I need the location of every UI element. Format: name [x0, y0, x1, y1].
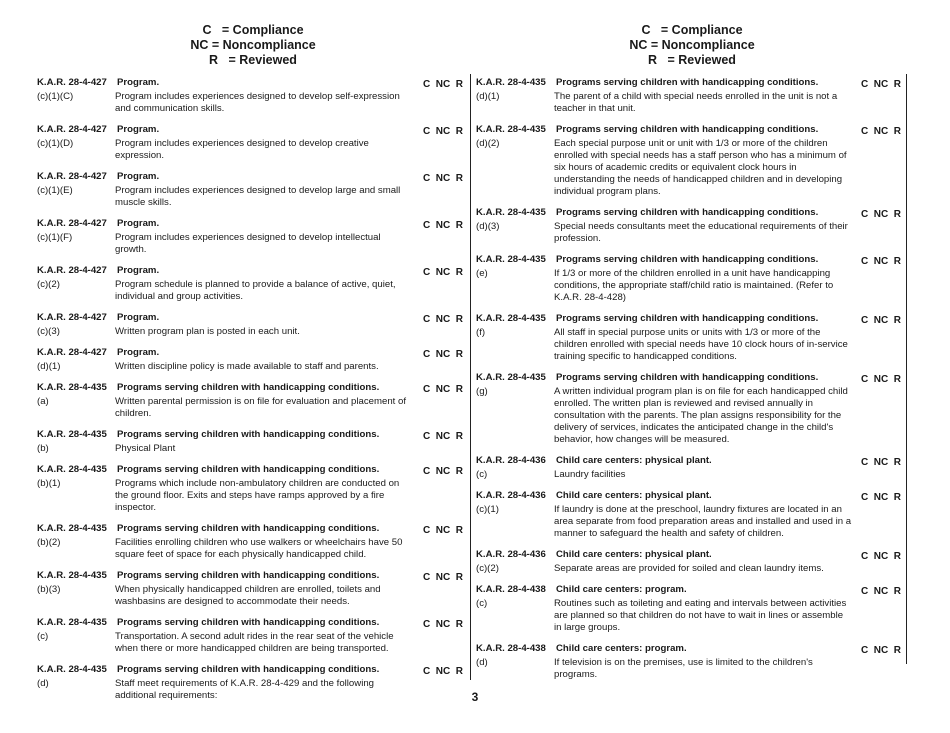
entry-body: [476, 327, 901, 363]
compliance-marks: C NC R: [861, 126, 901, 137]
entry-heading: [476, 548, 901, 561]
regulation-title: Child care centers: physical plant.: [556, 490, 712, 501]
regulation-title: Programs serving children with handicapping conditions.: [117, 464, 380, 475]
subsection-ref: (b)(3): [37, 584, 61, 595]
compliance-marks: C NC R: [861, 209, 901, 220]
compliance-marks: C NC R: [423, 572, 463, 583]
entry-heading: [37, 346, 463, 359]
entry-body: [476, 221, 901, 245]
requirement-text: Separate areas are provided for soiled and clean laundry items.: [554, 563, 824, 574]
legend-noncompliance: NC = Noncompliance: [190, 38, 316, 52]
regulation-ref: K.A.R. 28-4-435: [37, 523, 107, 534]
compliance-marks: C NC R: [423, 466, 463, 477]
compliance-marks: C NC R: [423, 220, 463, 231]
requirement-text: Transportation. A second adult rides in the rear seat of the vehicle when there or more handicapped children are being transported.: [115, 631, 394, 654]
requirement-text: Program includes experiences designed to develop intellectual growth.: [115, 232, 381, 255]
entry-body: [37, 396, 463, 420]
requirement-text: Program includes experiences designed to develop self-expression and communication skills.: [115, 91, 400, 114]
requirement-text: Staff meet requirements of K.A.R. 28-4-429 and the following additional requirements:: [115, 678, 374, 701]
regulation-entry: [37, 463, 463, 514]
regulation-title: Programs serving children with handicapping conditions.: [117, 429, 380, 440]
entry-heading: [37, 217, 463, 230]
entry-heading: [476, 489, 901, 502]
requirement-text: Programs which include non-ambulatory children are conducted on the ground floor. Exits and steps have ramps approved by a fire inspector.: [115, 478, 400, 513]
subsection-ref: (g): [476, 386, 488, 397]
entry-body: [476, 598, 901, 634]
regulation-ref: K.A.R. 28-4-427: [37, 218, 107, 229]
entry-body: [37, 584, 463, 608]
regulation-title: Program.: [117, 347, 160, 358]
legend-noncompliance: NC = Noncompliance: [629, 38, 755, 52]
entry-heading: [476, 371, 901, 384]
regulation-ref: K.A.R. 28-4-435: [476, 254, 546, 265]
regulation-title: Programs serving children with handicapping conditions.: [556, 207, 819, 218]
subsection-ref: (c)(2): [37, 279, 60, 290]
regulation-entry: [476, 583, 901, 634]
regulation-ref: K.A.R. 28-4-438: [476, 584, 546, 595]
entry-heading: [476, 206, 901, 219]
regulation-entry: [37, 264, 463, 303]
entry-heading: [37, 663, 463, 676]
regulation-title: Program.: [117, 124, 160, 135]
requirement-text: Physical Plant: [115, 443, 176, 454]
regulation-title: Program.: [117, 171, 160, 182]
regulation-title: Programs serving children with handicapping conditions.: [556, 124, 819, 135]
regulation-ref: K.A.R. 28-4-435: [476, 313, 546, 324]
regulation-title: Programs serving children with handicapping conditions.: [556, 372, 819, 383]
regulation-title: Program.: [117, 265, 160, 276]
regulation-entry: [476, 489, 901, 540]
regulation-title: Child care centers: physical plant.: [556, 455, 712, 466]
regulation-title: Child care centers: physical plant.: [556, 549, 712, 560]
compliance-marks: C NC R: [861, 374, 901, 385]
regulation-entry: [37, 428, 463, 455]
subsection-ref: (b): [37, 443, 49, 454]
regulation-entry: [37, 76, 463, 115]
entry-heading: [476, 454, 901, 467]
compliance-marks: C NC R: [423, 173, 463, 184]
entry-heading: [476, 123, 901, 136]
regulation-title: Programs serving children with handicapping conditions.: [556, 313, 819, 324]
compliance-marks: C NC R: [861, 551, 901, 562]
page-number: 3: [471, 690, 479, 704]
entry-body: [476, 657, 901, 681]
regulation-ref: K.A.R. 28-4-435: [37, 570, 107, 581]
compliance-marks: C NC R: [423, 267, 463, 278]
subsection-ref: (b)(1): [37, 478, 61, 489]
entry-body: [476, 386, 901, 446]
compliance-marks: C NC R: [861, 256, 901, 267]
entry-heading: [37, 381, 463, 394]
left-column: [37, 76, 463, 710]
regulation-ref: K.A.R. 28-4-435: [37, 664, 107, 675]
entry-body: [37, 138, 463, 162]
regulation-entry: [476, 253, 901, 304]
regulation-title: Program.: [117, 77, 160, 88]
subsection-ref: (d)(1): [37, 361, 61, 372]
entry-body: [37, 443, 463, 455]
regulation-ref: K.A.R. 28-4-438: [476, 643, 546, 654]
entry-body: [476, 138, 901, 198]
compliance-marks: C NC R: [423, 126, 463, 137]
requirement-text: The parent of a child with special needs enrolled in the unit is not a teacher in that unit.: [554, 91, 838, 114]
entry-body: [37, 91, 463, 115]
regulation-title: Programs serving children with handicapping conditions.: [117, 523, 380, 534]
entry-heading: [476, 642, 901, 655]
requirement-text: Program includes experiences designed to develop large and small muscle skills.: [115, 185, 401, 208]
requirement-text: Routines such as toileting and eating and intervals between activities are planned so that children do not have to wait in lines or assemble in large groups.: [554, 598, 847, 633]
regulation-entry: [37, 381, 463, 420]
entry-heading: [476, 76, 901, 89]
requirement-text: Laundry facilities: [554, 469, 626, 480]
entry-body: [37, 537, 463, 561]
regulation-title: Program.: [117, 218, 160, 229]
regulation-ref: K.A.R. 28-4-427: [37, 265, 107, 276]
requirement-text: A written individual program plan is on file for each handicapped child enrolled. The written plan is reviewed and revised annually in consultation with the parents. The plan assigns responsibility for the delivery of services, indicates the anticipated change in the child's behavior, how changes will be measured.: [554, 386, 848, 445]
legend-compliance: C = Compliance: [641, 23, 743, 37]
requirement-text: Program includes experiences designed to develop creative expression.: [115, 138, 369, 161]
requirement-text: Written parental permission is on file for evaluation and placement of children.: [115, 396, 406, 419]
requirement-text: Facilities enrolling children who use walkers or wheelchairs have 50 square feet of space for each physically handicapped child.: [115, 537, 403, 560]
regulation-entry: [476, 642, 901, 681]
subsection-ref: (d)(2): [476, 138, 500, 149]
subsection-ref: (c)(1)(D): [37, 138, 74, 149]
entry-body: [37, 478, 463, 514]
regulation-ref: K.A.R. 28-4-436: [476, 490, 546, 501]
subsection-ref: (d): [476, 657, 488, 668]
regulation-title: Programs serving children with handicapping conditions.: [117, 617, 380, 628]
regulation-title: Child care centers: program.: [556, 643, 687, 654]
regulation-ref: K.A.R. 28-4-427: [37, 347, 107, 358]
compliance-marks: C NC R: [423, 349, 463, 360]
subsection-ref: (c)(1): [476, 504, 499, 515]
entry-body: [37, 279, 463, 303]
subsection-ref: (c)(1)(E): [37, 185, 73, 196]
entry-heading: [476, 253, 901, 266]
regulation-ref: K.A.R. 28-4-436: [476, 455, 546, 466]
regulation-entry: [37, 346, 463, 373]
subsection-ref: (e): [476, 268, 488, 279]
requirement-text: Written program plan is posted in each unit.: [115, 326, 300, 337]
entry-heading: [37, 76, 463, 89]
entry-heading: [37, 569, 463, 582]
compliance-marks: C NC R: [423, 666, 463, 677]
subsection-ref: (d): [37, 678, 49, 689]
regulation-entry: [37, 311, 463, 338]
regulation-title: Programs serving children with handicapping conditions.: [556, 77, 819, 88]
subsection-ref: (c): [476, 598, 488, 609]
entry-body: [37, 631, 463, 655]
entry-body: [37, 326, 463, 338]
compliance-marks: C NC R: [423, 384, 463, 395]
regulation-ref: K.A.R. 28-4-435: [476, 124, 546, 135]
compliance-marks: C NC R: [423, 79, 463, 90]
entry-heading: [476, 312, 901, 325]
subsection-ref: (c)(3): [37, 326, 60, 337]
requirement-text: If laundry is done at the preschool, laundry fixtures are located in an area separate from food preparation areas and installed and used in a manner to safeguard the health and safety of children.: [554, 504, 852, 539]
entry-body: [37, 361, 463, 373]
compliance-marks: C NC R: [861, 492, 901, 503]
regulation-title: Programs serving children with handicapping conditions.: [117, 570, 380, 581]
requirement-text: All staff in special purpose units or units with 1/3 or more of the children enrolled with special needs have 10 clock hours of in-service training specific to handicapped conditions.: [554, 327, 848, 362]
requirement-text: Program schedule is planned to provide a balance of active, quiet, individual and group activities.: [115, 279, 396, 302]
regulation-entry: [476, 206, 901, 245]
regulation-entry: [476, 312, 901, 363]
subsection-ref: (d)(3): [476, 221, 500, 232]
entry-heading: [37, 123, 463, 136]
legend-compliance: C = Compliance: [202, 23, 304, 37]
regulation-ref: K.A.R. 28-4-435: [476, 77, 546, 88]
regulation-entry: [476, 123, 901, 198]
regulation-entry: [37, 616, 463, 655]
subsection-ref: (b)(2): [37, 537, 61, 548]
regulation-entry: [37, 522, 463, 561]
right-edge-rule: [906, 74, 907, 664]
entry-heading: [37, 616, 463, 629]
compliance-marks: C NC R: [861, 586, 901, 597]
regulation-title: Programs serving children with handicapping conditions.: [117, 382, 380, 393]
regulation-entry: [476, 371, 901, 446]
regulation-ref: K.A.R. 28-4-435: [476, 207, 546, 218]
requirement-text: If television is on the premises, use is limited to the children's programs.: [554, 657, 813, 680]
regulation-entry: [37, 170, 463, 209]
subsection-ref: (c)(1)(F): [37, 232, 73, 243]
entry-heading: [37, 428, 463, 441]
entry-heading: [37, 311, 463, 324]
regulation-entry: [37, 123, 463, 162]
column-divider: [470, 74, 471, 680]
regulation-ref: K.A.R. 28-4-427: [37, 77, 107, 88]
subsection-ref: (d)(1): [476, 91, 500, 102]
compliance-marks: C NC R: [423, 619, 463, 630]
regulation-title: Program.: [117, 312, 160, 323]
compliance-marks: C NC R: [861, 645, 901, 656]
regulation-ref: K.A.R. 28-4-436: [476, 549, 546, 560]
regulation-entry: [476, 454, 901, 481]
legend-reviewed: R = Reviewed: [209, 53, 297, 67]
regulation-entry: [37, 217, 463, 256]
entry-heading: [37, 170, 463, 183]
subsection-ref: (c): [476, 469, 488, 480]
compliance-marks: C NC R: [423, 314, 463, 325]
compliance-marks: C NC R: [423, 525, 463, 536]
entry-heading: [37, 522, 463, 535]
regulation-entry: [476, 76, 901, 115]
subsection-ref: (c)(2): [476, 563, 499, 574]
regulation-ref: K.A.R. 28-4-427: [37, 171, 107, 182]
entry-heading: [37, 264, 463, 277]
legend-left: [183, 23, 323, 68]
regulation-ref: K.A.R. 28-4-435: [37, 617, 107, 628]
requirement-text: Each special purpose unit or unit with 1/3 or more of the children enrolled with special needs has a staff person who has a minimum of six hours of academic credits or equivalent clock hours in understanding the needs of handicapped children and in developing individual program plans.: [554, 138, 847, 197]
regulation-title: Programs serving children with handicapping conditions.: [556, 254, 819, 265]
regulation-ref: K.A.R. 28-4-435: [37, 382, 107, 393]
entry-heading: [37, 463, 463, 476]
regulation-ref: K.A.R. 28-4-435: [476, 372, 546, 383]
regulation-title: Child care centers: program.: [556, 584, 687, 595]
requirement-text: When physically handicapped children are enrolled, toilets and washbasins are designed to accommodate their needs.: [115, 584, 381, 607]
regulation-title: Programs serving children with handicapping conditions.: [117, 664, 380, 675]
legend-right: [622, 23, 762, 68]
regulation-ref: K.A.R. 28-4-435: [37, 464, 107, 475]
right-column: [476, 76, 901, 689]
entry-body: [37, 185, 463, 209]
compliance-marks: C NC R: [861, 315, 901, 326]
compliance-marks: C NC R: [423, 431, 463, 442]
subsection-ref: (a): [37, 396, 49, 407]
entry-body: [476, 504, 901, 540]
entry-body: [476, 469, 901, 481]
regulation-entry: [37, 569, 463, 608]
requirement-text: Written discipline policy is made available to staff and parents.: [115, 361, 379, 372]
compliance-marks: C NC R: [861, 457, 901, 468]
entry-heading: [476, 583, 901, 596]
requirement-text: Special needs consultants meet the educational requirements of their profession.: [554, 221, 848, 244]
regulation-ref: K.A.R. 28-4-427: [37, 124, 107, 135]
entry-body: [476, 563, 901, 575]
regulation-entry: [476, 548, 901, 575]
requirement-text: If 1/3 or more of the children enrolled in a unit have handicapping conditions, the appropriate staff/child ratio is maintained. (Refer to K.A.R. 28-4-428): [554, 268, 834, 303]
entry-body: [476, 91, 901, 115]
subsection-ref: (c)(1)(C): [37, 91, 74, 102]
entry-body: [476, 268, 901, 304]
compliance-marks: C NC R: [861, 79, 901, 90]
subsection-ref: (c): [37, 631, 49, 642]
subsection-ref: (f): [476, 327, 486, 338]
entry-body: [37, 232, 463, 256]
regulation-ref: K.A.R. 28-4-427: [37, 312, 107, 323]
legend-reviewed: R = Reviewed: [648, 53, 736, 67]
regulation-ref: K.A.R. 28-4-435: [37, 429, 107, 440]
